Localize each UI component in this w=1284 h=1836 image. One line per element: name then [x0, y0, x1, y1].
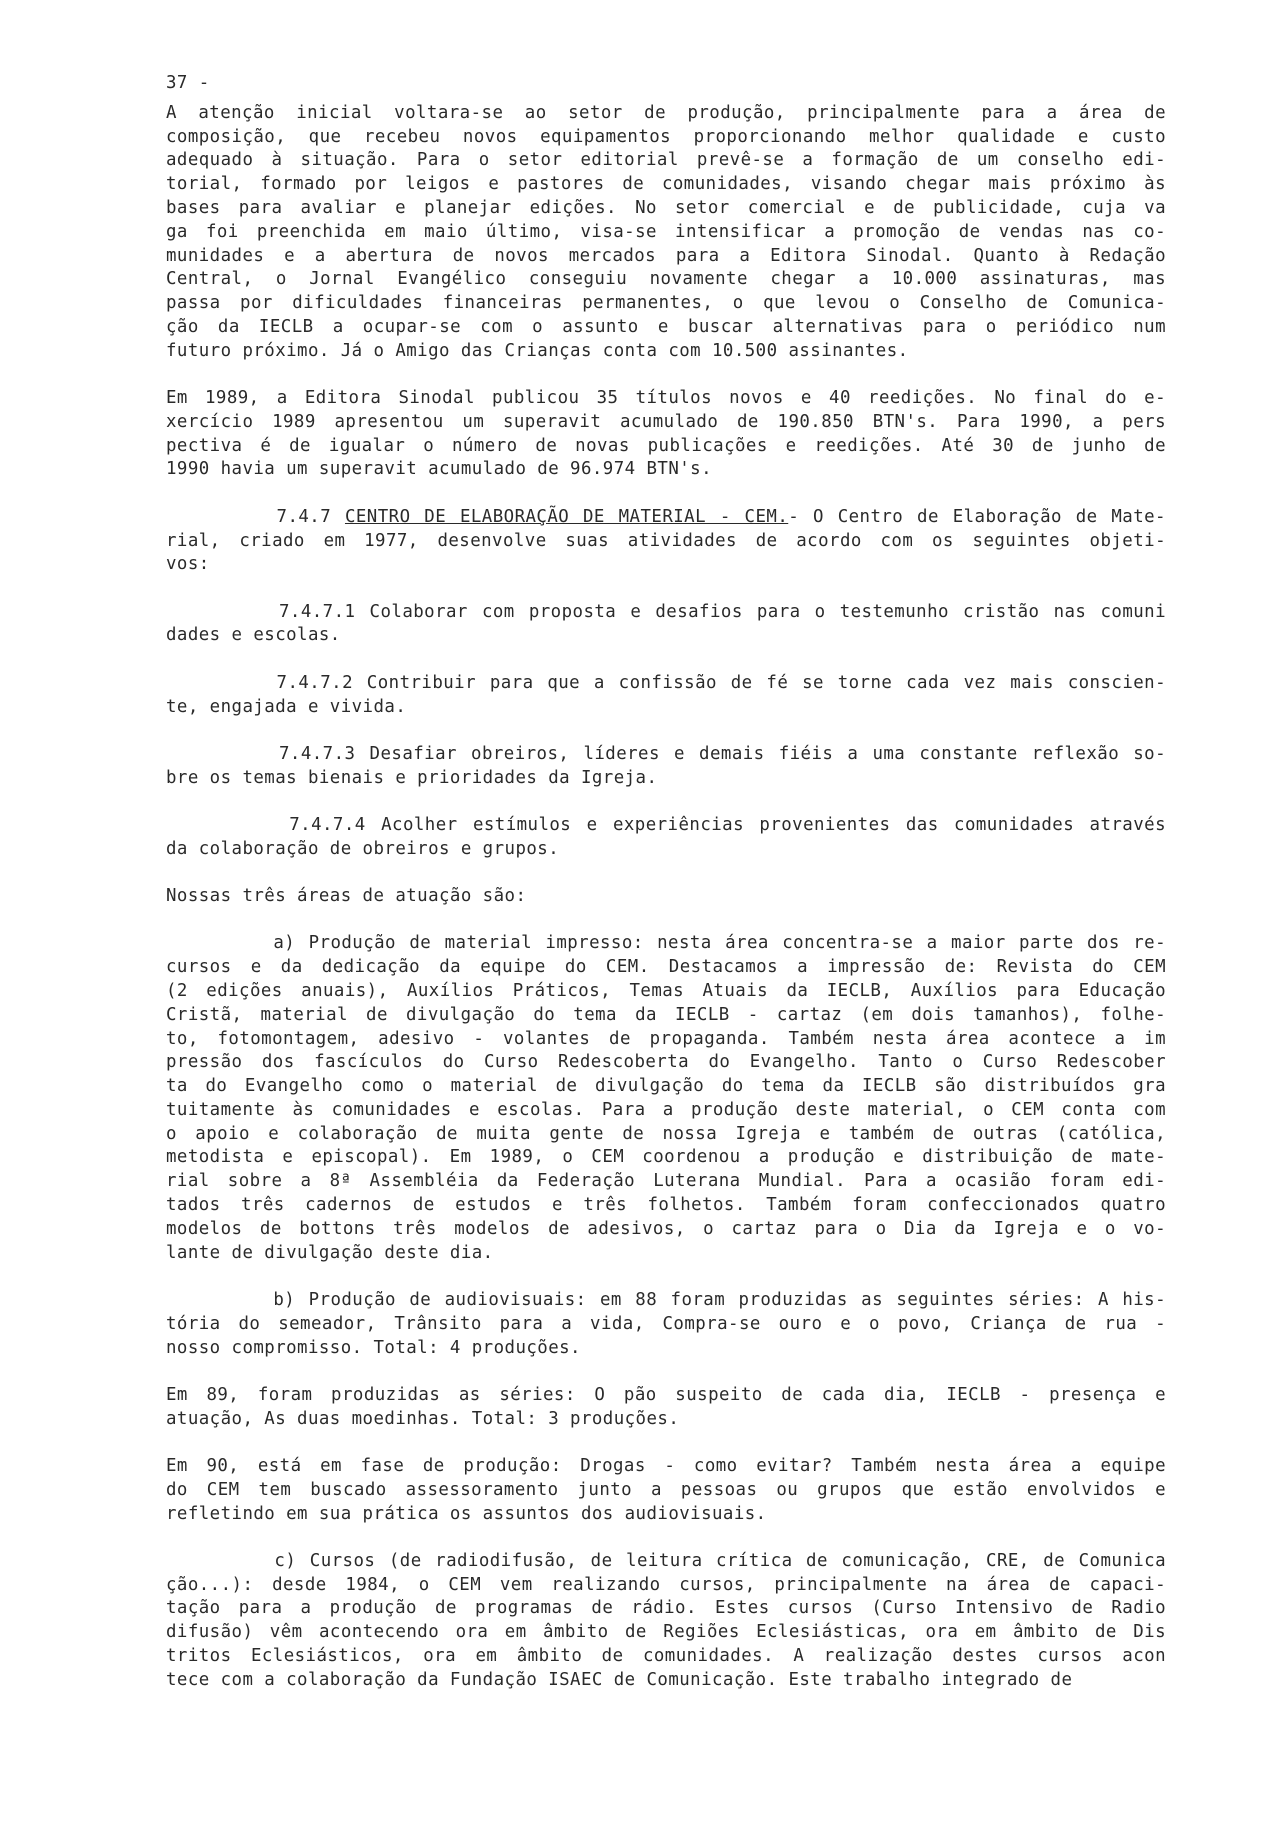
text-line: 7.4.7.2 Contribuir para que a confissão de fé se torne cada vez mais conscien-	[166, 672, 1166, 693]
text-line: da colaboração de obreiros e grupos.	[166, 838, 560, 859]
section-title: CENTRO DE ELABORAÇÃO DE MATERIAL - CEM.	[344, 506, 789, 527]
area-b2	[166, 1384, 1166, 1432]
text-line: tece com a colaboração da Fundação ISAEC de Comunicação. Este trabalho integrado de	[166, 1669, 1073, 1690]
text-line: to, fotomontagem, adesivo - volantes de propaganda. Também nesta área acontece a im	[166, 1028, 1166, 1049]
area-c	[166, 1550, 1166, 1693]
text-line: nosso compromisso. Total: 4 produções.	[166, 1337, 581, 1358]
text-line: ção da IECLB a ocupar-se com o assunto e buscar alternativas para o periódico num	[166, 316, 1166, 337]
text-line: tritos Eclesiásticos, ora em âmbito de comunidades. A realização destes cursos acon	[166, 1646, 1166, 1667]
text-line: A atenção inicial voltara-se ao setor de produção, principalmente para a área de	[166, 102, 1166, 123]
text-line: Em 90, está em fase de produção: Drogas - como evitar? Também nesta área a equipe	[166, 1455, 1166, 1476]
text-line: adequado à situação. Para o setor editorial prevê-se a formação de um conselho edi-	[166, 150, 1166, 171]
text-line: passa por dificuldades financeiras permanentes, o que levou o Conselho de Comunica-	[166, 293, 1166, 314]
text-line: lante de divulgação deste dia.	[166, 1242, 494, 1263]
objective-o4	[166, 814, 1166, 862]
area-a	[166, 932, 1166, 1265]
text-line: ta do Evangelho como o material de divulgação do tema da IECLB são distribuídos gra	[166, 1076, 1166, 1097]
text-line: (2 edições anuais), Auxílios Práticos, Temas Atuais da IECLB, Auxílios para Educação	[166, 980, 1166, 1001]
text-line: cursos e da dedicação da equipe do CEM. Destacamos a impressão de: Revista do CEM	[166, 957, 1166, 978]
objective-o2	[166, 672, 1166, 720]
page-number: 37 -	[166, 73, 210, 93]
text-line: torial, formado por leigos e pastores de comunidades, visando chegar mais próximo às	[166, 174, 1166, 195]
text-line: rial sobre a 8ª Assembléia da Federação Luterana Mundial. Para a ocasião foram edi-	[166, 1171, 1166, 1192]
text-line: vos:	[166, 554, 210, 575]
text-line: difusão) vêm acontecendo ora em âmbito de Regiões Eclesiásticas, ora em âmbito de Dis	[166, 1622, 1166, 1643]
objective-o3	[166, 743, 1166, 791]
text-line: tados três cadernos de estudos e três folhetos. Também foram confeccionados quatro	[166, 1195, 1166, 1216]
text-line: tória do semeador, Trânsito para a vida, Compra-se ouro e o povo, Criança de rua -	[166, 1313, 1166, 1334]
text-line: modelos de bottons três modelos de adesivos, o cartaz para o Dia da Igreja e o vo-	[166, 1218, 1166, 1239]
text-line: a) Produção de material impresso: nesta área concentra-se a maior parte dos re-	[166, 933, 1166, 954]
paragraph-p1	[166, 102, 1166, 364]
text-line: b) Produção de audiovisuais: em 88 foram produzidas as seguintes séries: A his-	[166, 1289, 1166, 1310]
text-line: ga foi preenchida em maio último, visa-se intensificar a promoção de vendas nas co-	[166, 221, 1166, 242]
text-line: Cristã, material de divulgação do tema da IECLB - cartaz (em dois tamanhos), folhe-	[166, 1004, 1166, 1025]
text-line: 7.4.7.4 Acolher estímulos e experiências provenientes das comunidades através	[166, 814, 1166, 835]
text-line: 7.4.7.3 Desafiar obreiros, líderes e demais fiéis a uma constante reflexão so-	[166, 743, 1166, 764]
text-line: Central, o Jornal Evangélico conseguiu novamente chegar a 10.000 assinaturas, mas	[166, 269, 1166, 290]
text-line: munidades e a abertura de novos mercados para a Editora Sinodal. Quanto à Redação	[166, 245, 1166, 266]
document-page	[166, 72, 1166, 1716]
text-line: bases para avaliar e planejar edições. No setor comercial e de publicidade, cuja va	[166, 197, 1166, 218]
text-line: bre os temas bienais e prioridades da Igreja.	[166, 767, 658, 788]
text-line: do CEM tem buscado assessoramento junto a pessoas ou grupos que estão envolvidos e	[166, 1479, 1166, 1500]
text-line: atuação, As duas moedinhas. Total: 3 produções.	[166, 1408, 680, 1429]
areas-intro: Nossas três áreas de atuação são:	[166, 886, 527, 907]
text-line: Em 1989, a Editora Sinodal publicou 35 títulos novos e 40 reedições. No final do e-	[166, 388, 1166, 409]
text-line: composição, que recebeu novos equipamentos proporcionando melhor qualidade e custo	[166, 126, 1166, 147]
text-line: c) Cursos (de radiodifusão, de leitura crítica de comunicação, CRE, de Comunica	[166, 1550, 1166, 1571]
text-line: te, engajada e vivida.	[166, 696, 407, 717]
section-heading-line	[166, 506, 1166, 530]
text-line: xercício 1989 apresentou um superavit acumulado de 190.850 BTN's. Para 1990, a pers	[166, 411, 1166, 432]
section-7-4-7	[166, 506, 1166, 577]
area-b3	[166, 1455, 1166, 1526]
paragraph-p2	[166, 387, 1166, 482]
objective-o1	[166, 601, 1166, 649]
text-line: rial, criado em 1977, desenvolve suas atividades de acordo com os seguintes objeti-	[166, 530, 1166, 551]
text-line: Em 89, foram produzidas as séries: O pão suspeito de cada dia, IECLB - presença e	[166, 1384, 1166, 1405]
text-line: pressão dos fascículos do Curso Redescoberta do Evangelho. Tanto o Curso Redescober	[166, 1052, 1166, 1073]
text-line: dades e escolas.	[166, 625, 341, 646]
text-line: tação para a produção de programas de rádio. Estes cursos (Curso Intensivo de Radio	[166, 1598, 1166, 1619]
document-body	[166, 102, 1166, 1693]
text-line: 7.4.7.1 Colaborar com proposta e desafios para o testemunho cristão nas comuni	[166, 601, 1166, 622]
text-line: metodista e episcopal). Em 1989, o CEM coordenou a produção e distribuição de mate-	[166, 1147, 1166, 1168]
text-line: o apoio e colaboração de muita gente de nossa Igreja e também de outras (católica,	[166, 1123, 1166, 1144]
text-line: ção...): desde 1984, o CEM vem realizando cursos, principalmente na área de capaci-	[166, 1574, 1166, 1595]
area-b	[166, 1289, 1166, 1360]
text-line: refletindo em sua prática os assuntos dos audiovisuais.	[166, 1503, 767, 1524]
text-line: 1990 havia um superavit acumulado de 96.974 BTN's.	[166, 459, 713, 480]
text-line: futuro próximo. Já o Amigo das Crianças conta com 10.500 assinantes.	[166, 340, 909, 361]
section-intro: - O Centro de Elaboração de Mate-	[788, 506, 1166, 527]
text-line: pectiva é de igualar o número de novas publicações e reedições. Até 30 de junho de	[166, 435, 1166, 456]
text-line: tuitamente às comunidades e escolas. Para a produção deste material, o CEM conta com	[166, 1099, 1166, 1120]
section-number: 7.4.7	[166, 506, 345, 527]
